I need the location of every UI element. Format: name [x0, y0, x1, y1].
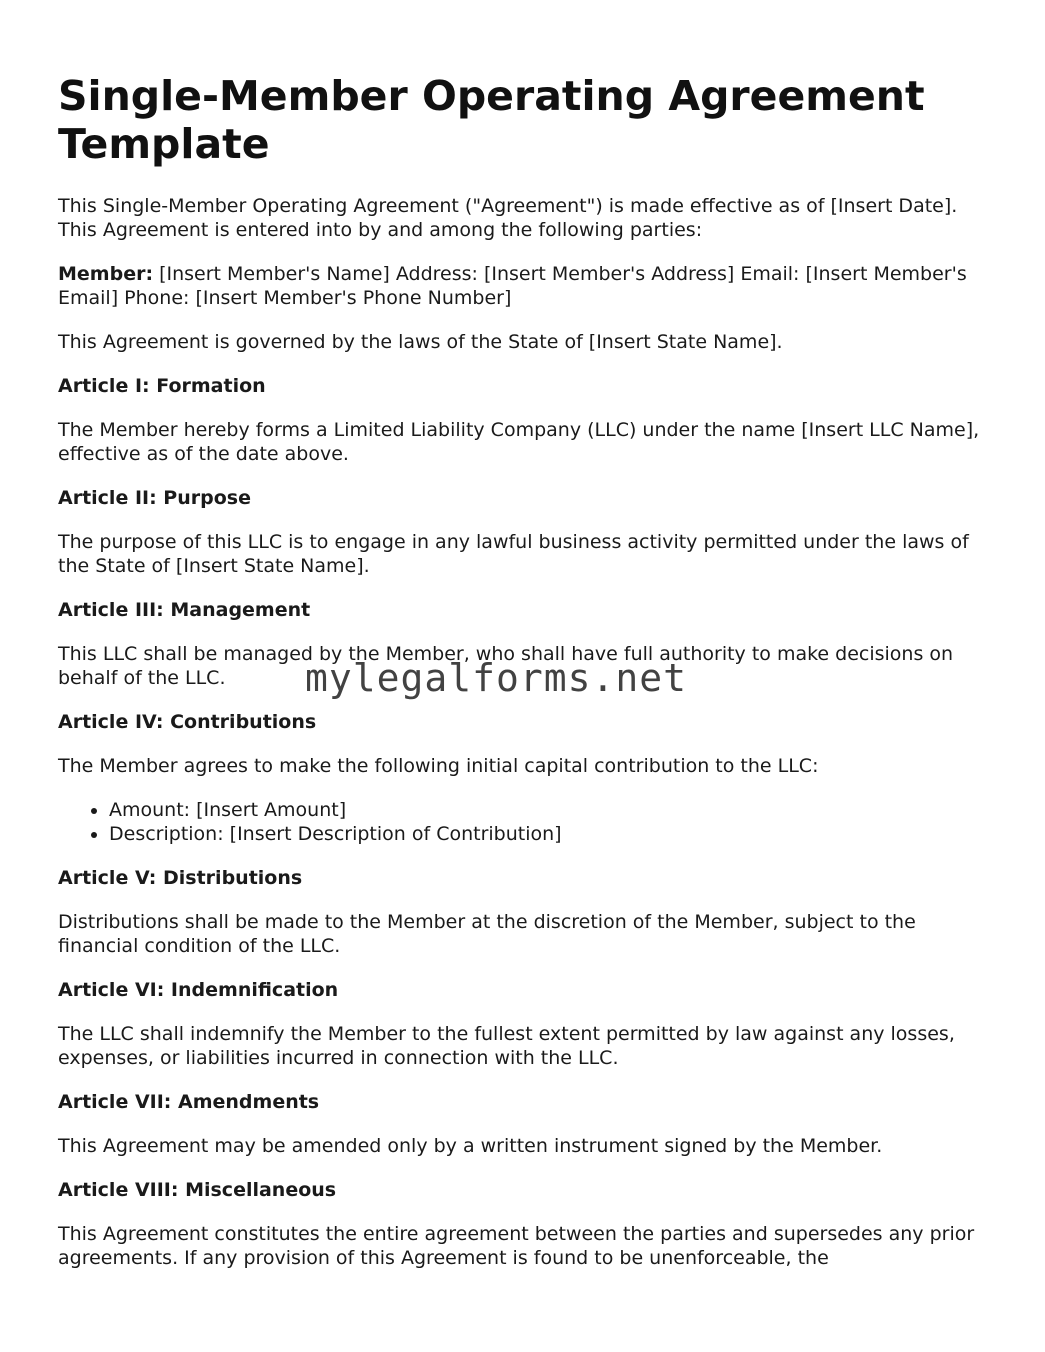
article-3-body: This LLC shall be managed by the Member, who shall have full authority to make decisions on behalf of the LLC.	[58, 643, 954, 689]
article-4-heading: Article IV: Contributions	[58, 711, 317, 733]
article-2-heading: Article II: Purpose	[58, 487, 251, 509]
article-7-heading: Article VII: Amendments	[58, 1091, 320, 1113]
member-label: Member:	[58, 263, 154, 285]
member-details: [Insert Member's Name] Address: [Insert Member's Address] Email: [Insert Member's Email] Phone: [Insert Member's Phone Number]	[58, 263, 967, 309]
intro-paragraph: This Single-Member Operating Agreement ("Agreement") is made effective as of [Insert Date]. This Agreement is entered into by and among the following parties:	[58, 195, 958, 241]
article-1-heading: Article I: Formation	[58, 375, 266, 397]
article-8-heading: Article VIII: Miscellaneous	[58, 1179, 337, 1201]
article-7-body: This Agreement may be amended only by a written instrument signed by the Member.	[58, 1135, 883, 1157]
article-1-body: The Member hereby forms a Limited Liability Company (LLC) under the name [Insert LLC Name], effective as of the date above.	[58, 419, 980, 465]
article-6-body: The LLC shall indemnify the Member to the fullest extent permitted by law against any losses, expenses, or liabilities incurred in connection with the LLC.	[58, 1023, 955, 1069]
document-title: Single-Member Operating Agreement Template	[58, 72, 925, 168]
governing-law-paragraph: This Agreement is governed by the laws of the State of [Insert State Name].	[58, 331, 783, 353]
article-2-body: The purpose of this LLC is to engage in any lawful business activity permitted under the laws of the State of [Insert State Name].	[58, 531, 969, 577]
article-5-heading: Article V: Distributions	[58, 867, 303, 889]
article-8-body: This Agreement constitutes the entire agreement between the parties and supersedes any prior agreements. If any provision of this Agreement is found to be unenforceable, the	[58, 1223, 975, 1269]
contribution-list	[58, 798, 993, 846]
member-paragraph	[58, 262, 993, 310]
list-item: • Description: [Insert Description of Contribution]	[109, 822, 993, 846]
article-4-body: The Member agrees to make the following initial capital contribution to the LLC:	[58, 755, 819, 777]
list-item: • Amount: [Insert Amount]	[109, 798, 993, 822]
article-5-body: Distributions shall be made to the Member at the discretion of the Member, subject to the financial condition of the LLC.	[58, 911, 916, 957]
article-3-heading: Article III: Management	[58, 599, 311, 621]
article-6-heading: Article VI: Indemnification	[58, 979, 339, 1001]
watermark-text: mylegalforms.net	[305, 656, 688, 700]
document-page	[58, 72, 993, 1290]
